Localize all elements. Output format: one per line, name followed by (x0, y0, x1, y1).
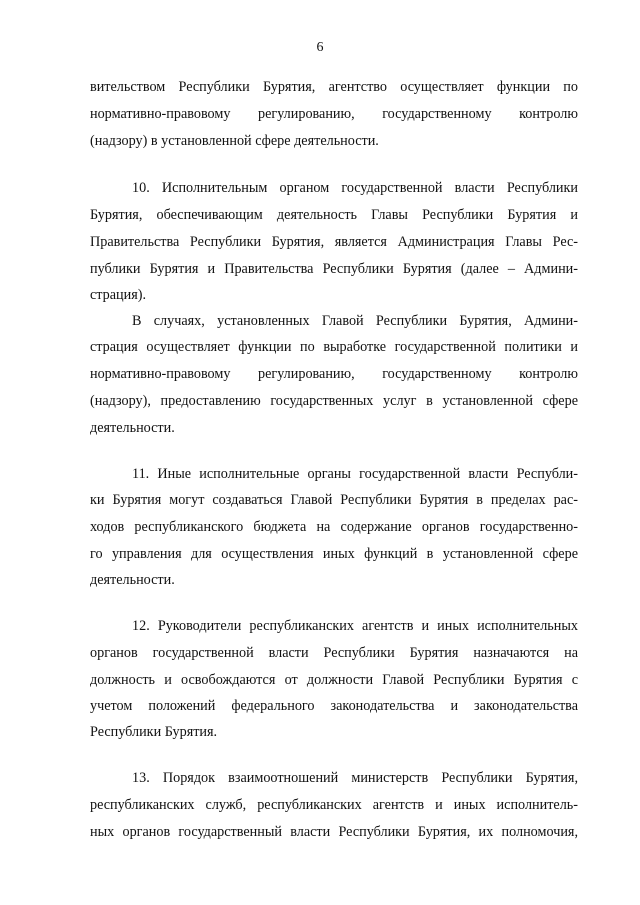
paragraph-line: органов государственной власти Республики Бурятия назначаются на (90, 645, 578, 661)
paragraph-line: публики Бурятия и Правительства Республики Бурятия (далее – Админи- (90, 261, 578, 277)
paragraph-line: Правительства Республики Бурятия, является Администрация Главы Рес- (90, 234, 578, 250)
paragraph-line: ных органов государственный власти Республики Бурятия, их полномочия, (90, 824, 578, 840)
paragraph-line: нормативно-правовому регулированию, государственному контролю (90, 106, 578, 122)
paragraph-line: деятельности. (90, 572, 175, 588)
paragraph-line: 12. Руководители республиканских агентств и иных исполнительных (132, 618, 578, 634)
paragraph-line: учетом положений федерального законодательства и законодательства (90, 698, 578, 714)
paragraph-line: (надзору) в установленной сфере деятельности. (90, 133, 379, 149)
paragraph-line: вительством Республики Бурятия, агентство осуществляет функции по (90, 79, 578, 95)
paragraph-line: В случаях, установленных Главой Республики Бурятия, Админи- (132, 313, 578, 329)
paragraph-line: деятельности. (90, 420, 175, 436)
paragraph-line: республиканских служб, республиканских агентств и иных исполнитель- (90, 797, 578, 813)
paragraph-line: страция). (90, 287, 147, 303)
paragraph-line: 13. Порядок взаимоотношений министерств Республики Бурятия, (132, 770, 578, 786)
paragraph-line: Республики Бурятия. (90, 724, 218, 740)
paragraph-line: (надзору), предоставлению государственных услуг в установленной сфере (90, 393, 578, 409)
paragraph-line: Бурятия, обеспечивающим деятельность Главы Республики Бурятия и (90, 207, 578, 223)
paragraph-line: го управления для осуществления иных функций в установленной сфере (90, 546, 578, 562)
paragraph-line: ки Бурятия могут создаваться Главой Республики Бурятия в пределах рас- (90, 492, 578, 508)
paragraph-line: 10. Исполнительным органом государственной власти Республики (132, 180, 578, 196)
paragraph-line: нормативно-правовому регулированию, государственному контролю (90, 366, 578, 382)
paragraph-line: 11. Иные исполнительные органы государственной власти Республи- (132, 466, 578, 482)
paragraph-line: ходов республиканского бюджета на содержание органов государственно- (90, 519, 578, 535)
page-number: 6 (316, 40, 324, 55)
paragraph-line: страция осуществляет функции по выработке государственной политики и (90, 339, 578, 355)
paragraph-line: должность и освобождаются от должности Главой Республики Бурятия с (90, 672, 578, 688)
